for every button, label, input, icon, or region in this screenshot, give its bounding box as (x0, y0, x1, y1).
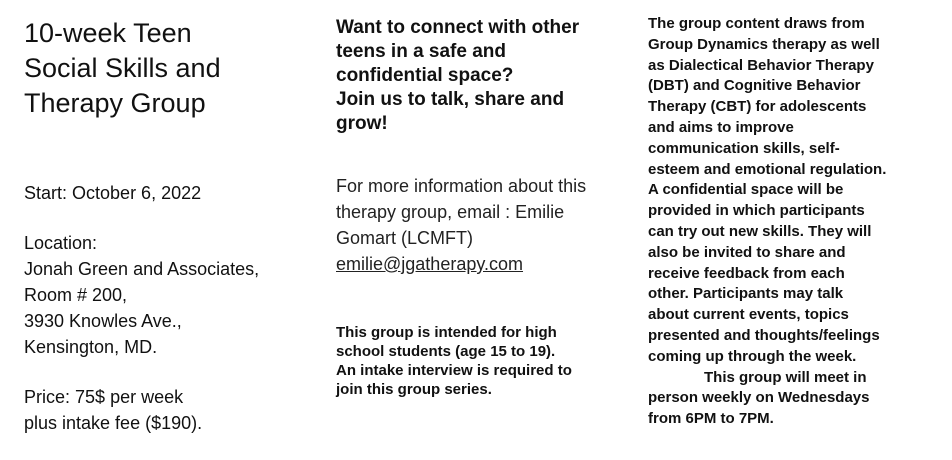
title-line: 10-week Teen (24, 18, 192, 48)
location (24, 230, 314, 360)
eligibility-line: An intake interview is required to (336, 362, 572, 379)
description-line: and aims to improve (648, 118, 794, 136)
start-label: Start: (24, 183, 68, 203)
group-description (648, 14, 944, 430)
description-line: (DBT) and Cognitive Behavior (648, 77, 861, 95)
contact-line: For more information about this (336, 176, 587, 196)
invitation-line: confidential space? (336, 65, 514, 86)
description-line: provided in which participants (648, 202, 865, 220)
description-line: can try out new skills. They will (648, 222, 872, 240)
email-link[interactable]: emilie@jgatherapy.com (336, 254, 524, 274)
description-line: Therapy (CBT) for adolescents (648, 98, 867, 116)
location-line: Kensington, MD. (24, 337, 158, 357)
location-label: Location: (24, 233, 98, 253)
title-line: Therapy Group (24, 88, 206, 118)
invitation-line: Want to connect with other (336, 17, 580, 38)
description-line: also be invited to share and (648, 243, 846, 261)
description-line: Group Dynamics therapy as well (648, 35, 880, 53)
description-line: receive feedback from each (648, 264, 845, 282)
eligibility-line: join this group series. (336, 381, 492, 398)
invitation-line: grow! (336, 113, 388, 134)
schedule-line: This group will meet in (704, 368, 867, 386)
schedule-line: person weekly on Wednesdays (648, 389, 870, 407)
description-line: as Dialectical Behavior Therapy (648, 56, 874, 74)
start-value: October 6, 2022 (72, 183, 202, 203)
description-line: other. Participants may talk (648, 285, 844, 303)
contact-info (336, 173, 634, 277)
invitation-line: teens in a safe and (336, 41, 507, 62)
eligibility-line: This group is intended for high (336, 324, 557, 341)
start-date (24, 180, 314, 206)
price-value: 75$ per week (75, 387, 184, 407)
price (24, 384, 314, 436)
location-line: Jonah Green and Associates, (24, 259, 260, 279)
contact-line: Gomart (LCMFT) (336, 228, 473, 248)
description-line: The group content draws from (648, 15, 865, 32)
description-line: A confidential space will be (648, 181, 844, 199)
description-line: presented and thoughts/feelings (648, 326, 880, 344)
contact-line: therapy group, email : Emilie (336, 202, 565, 222)
price-fee: plus intake fee ($190). (24, 413, 203, 433)
flyer-title (24, 16, 314, 121)
description-line: coming up through the week. (648, 347, 857, 365)
schedule-line: from 6PM to 7PM. (648, 410, 774, 428)
eligibility-line: school students (age 15 to 19). (336, 343, 556, 360)
description-line: esteem and emotional regulation. (648, 160, 887, 178)
eligibility-note (336, 323, 634, 399)
invitation-text (336, 16, 634, 136)
description-line: about current events, topics (648, 306, 849, 324)
location-line: 3930 Knowles Ave., (24, 311, 182, 331)
invitation-line: Join us to talk, share and (336, 89, 565, 110)
title-line: Social Skills and (24, 53, 221, 83)
location-line: Room # 200, (24, 285, 128, 305)
description-line: communication skills, self- (648, 139, 840, 157)
price-label: Price: (24, 387, 71, 407)
